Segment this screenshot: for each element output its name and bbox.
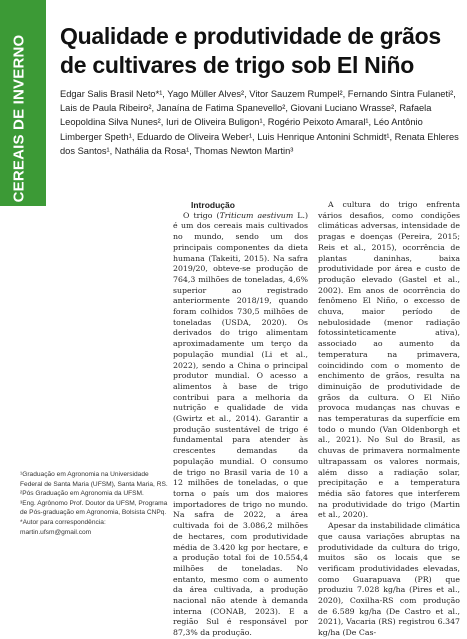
intro-paragraph-3: Apesar da instabilidade climática que causa variações abruptas na produtividade da cultura do trigo, muitos são os locais que se verificam produtividades elevadas, como Guarapuava (PR) que produziu 7.028 kg/ha (Pires et al., 2020), Coxilha-RS com produção de 6.589 kg/ha (De Castro et al., 2021), Vacaria (RS) registrou 6.347 kg/ha (De Cas-: [318, 521, 460, 638]
intro-p1-start: O trigo (: [183, 210, 220, 220]
section-label-text: CEREAIS DE INVERNO: [10, 34, 28, 202]
column-right: [318, 200, 460, 639]
author-list: Edgar Salis Brasil Neto*¹, Yago Müller Alves², Vitor Sauzem Rumpel², Fernando Sintra Fulaneti², Lais de Paula Ribeiro², Janaína de Fatima Spanevello², Giovani Luciano Wrasse², Rafaela Leopoldina Silva Nunes², Iuri de Oliveira Buligon¹, Rogério Peixoto Amaral¹, Léo Antônio Limberger Speth¹, Eduardo de Oliveira Weber¹, Luis Henrique Antonini Schmidt¹, Renata Ehleres dos Santos¹, Nathália da Rosa¹, Thomas Newton Martin³: [60, 89, 459, 156]
section-heading-intro: Introdução: [191, 200, 235, 210]
footnote-affiliation-1: ¹Graduação em Agronomia na Universidade Federal de Santa Maria (UFSM), Santa Maria, RS.: [20, 471, 168, 488]
section-label: [4, 28, 34, 208]
intro-paragraph-1: [173, 211, 308, 639]
intro-p1-rest: L.) é um dos cereais mais cultivados no mundo, sendo um dos principais componentes da dieta humana (Takeiti, 2015). Na safra 2019/20, obteve-se produção de 764,3 milhões de toneladas, 4,6% superior ao registrado anteriormente 2018/19, quando foram colhidos 730,5 milhões de toneladas (USDA, 2020). Os derivados do trigo alimentam aproximadamente um terço da população mundial (Li et al., 2022), sendo a China o principal produtor mundial. O acesso a alimentos à base de trigo contribui para a melhoria da nutrição e qualidade de vida (Gwirtz et al., 2014). Garantir a produção sustentável de trigo é fundamental para atender às crescentes demandas da população mundial. O consumo de trigo no Brasil varia de 10 a 12 milhões de toneladas, o que torna o país um dos maiores importadores de trigo no mundo. Na safra de 2022, a área cultivada foi de 3.086,2 milhões de hectares, com produtividade média de 3.420 kg por hectare, e a produção total foi de 10.554,4 milhões de toneladas. No entanto, mesmo com o aumento da área cultivada, a produção nacional não atende à demanda interna (CONAB, 2023). E a região Sul é responsável por 87,3% da produção.: [173, 210, 308, 638]
footnote-affiliation-3: ³Eng. Agrônomo Prof. Doutor da UFSM, Programa de Pós-graduação em Agronomia, Bolsista CNPq.: [20, 499, 168, 517]
footnotes: [20, 470, 170, 537]
column-left: [173, 200, 308, 639]
footnote-affiliation-2: ²Pós Graduação em Agronomia da UFSM.: [20, 490, 144, 498]
footnote-contact: *Autor para correspondência: martin.ufsm@gmail.com: [20, 518, 106, 536]
species-name: Triticum aestivum: [219, 210, 294, 220]
article-title: Qualidade e produtividade de grãos de cultivares de trigo sob El Niño: [60, 23, 441, 78]
intro-paragraph-2: A cultura do trigo enfrenta vários desafios, como condições climáticas adversas, intensidade de pragas e doenças (Pereira, 2015; Reis et al., 2015), ocorrência de plantas daninhas, baixa produtividade por área e custo de produção elevado (Gastel et al., 2002). Em anos de ocorrência do fenômeno El Niño, o excesso de chuva, maior período de nebulosidade (menor radiação fotossinteticamente ativa), associado ao aumento da temperatura na primavera, coincidindo com o momento de enchimento de grãos, resulta na diminuição de produtividade de grãos da cultura. O El Niño provoca mudanças nas chuvas e nas temperaturas da superfície em todo o mundo (Van Oldenborgh et al., 2021). No Sul do Brasil, as chuvas de primavera normalmente ultrapassam os valores normais, além disso a radiação solar, precipitação e a temperatura média são fatores que interferem na produtividade do trigo (Martin et al., 2020).: [318, 200, 460, 520]
